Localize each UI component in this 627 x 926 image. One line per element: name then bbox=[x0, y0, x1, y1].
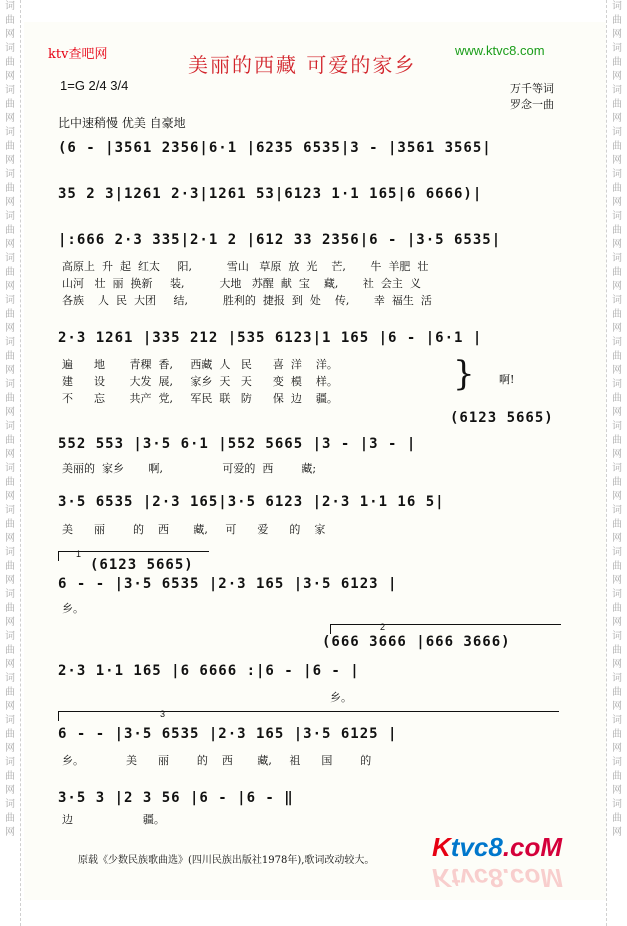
lyric-verse-3-a: 各族 人 民 大团 结, 胜利的 捷报 到 处 传, 幸 福生 活 bbox=[62, 294, 432, 307]
score-line-5: 552 553 |3·5 6·1 |552 5665 |3 - |3 - | bbox=[58, 436, 417, 452]
lyric-chorus-5: 乡。 美 丽 的 西 藏, 祖 国 的 bbox=[62, 754, 372, 767]
score-line-8-top: (666 3666 |666 3666) bbox=[322, 634, 511, 650]
ending-number-2: 2 bbox=[380, 622, 386, 632]
source-note: 原载《少数民族歌曲选》(四川民族出版社1978年),歌词改动较大。 bbox=[78, 855, 375, 866]
verse-brace: } bbox=[453, 354, 475, 394]
lyric-chorus-2: 美 丽 的 西 藏, 可 爱 的 家 bbox=[62, 523, 326, 536]
ending-bracket-2 bbox=[330, 624, 561, 634]
score-line-8: 2·3 1·1 165 |6 6666 :|6 - |6 - | bbox=[58, 663, 360, 679]
lyricist-credit: 万千等词 bbox=[510, 82, 554, 95]
site-url[interactable]: www.ktvc8.com bbox=[455, 43, 545, 58]
score-line-5-top: (6123 5665) bbox=[450, 410, 554, 426]
score-line-3: |:666 2·3 335|2·1 2 |612 33 2356|6 - |3·5 6535| bbox=[58, 232, 502, 248]
tempo-marking: 比中速稍慢 优美 自豪地 bbox=[58, 116, 186, 130]
score-line-6: 3·5 6535 |2·3 165|3·5 6123 |2·3 1·1 16 5| bbox=[58, 494, 445, 510]
lyric-chorus-6: 边 疆。 bbox=[62, 813, 165, 826]
ktvc8-logo-reflection: Ktvc8.coM bbox=[432, 863, 563, 893]
brand-label[interactable]: ktv查吧网 bbox=[48, 47, 108, 62]
ktvc8-logo[interactable]: Ktvc8.coM bbox=[432, 832, 563, 862]
lyric-chorus-4: 乡。 bbox=[330, 691, 352, 704]
ending-bracket-3 bbox=[58, 711, 559, 721]
score-line-4: 2·3 1261 |335 212 |535 6123|1 165 |6 - |6·1 | bbox=[58, 330, 483, 346]
lyric-verse-2-b: 建 设 大发 展, 家乡 天 天 变 模 样。 bbox=[62, 375, 338, 388]
lyric-verse-3-b: 不 忘 共产 党, 军民 联 防 保 边 疆。 bbox=[62, 392, 338, 405]
lyric-verse-1-a: 高原上 升 起 红太 阳, 雪山 草原 放 光 芒, 牛 羊肥 壮 bbox=[62, 260, 429, 273]
ending-number-3: 3 bbox=[160, 709, 166, 719]
composer-credit: 罗念一曲 bbox=[510, 98, 554, 111]
score-line-7-top: (6123 5665) bbox=[90, 557, 194, 573]
ending-number-1: 1 bbox=[76, 549, 82, 559]
score-line-10: 3·5 3 |2 3 56 |6 - |6 - ‖ bbox=[58, 790, 294, 806]
watermark-left-column: 词 曲 网 词 曲 网 词 曲 网 词 曲 网 词 曲 网 词 曲 网 词 曲 网 词 曲 网 词 曲 网 词 曲 网 词 曲 网 词 曲 网 词 曲 网 词 曲 网 词 曲 网 词 曲 网 词 曲 网 词 曲 网 词 曲 网 词 曲 网 bbox=[0, 0, 21, 926]
song-title: 美丽的西藏 可爱的家乡 bbox=[188, 53, 417, 77]
lyric-chorus-1: 美丽的 家乡 啊, 可爱的 西 藏; bbox=[62, 462, 317, 475]
lyric-chorus-3: 乡。 bbox=[62, 602, 84, 615]
score-line-1: (6 - |3561 2356|6·1 |6235 6535|3 - |3561 3565| bbox=[58, 140, 492, 156]
lyric-ah: 啊! bbox=[499, 373, 515, 386]
watermark-right-column: 词 曲 网 词 曲 网 词 曲 网 词 曲 网 词 曲 网 词 曲 网 词 曲 网 词 曲 网 词 曲 网 词 曲 网 词 曲 网 词 曲 网 词 曲 网 词 曲 网 词 曲 网 词 曲 网 词 曲 网 词 曲 网 词 曲 网 词 曲 网 bbox=[606, 0, 627, 926]
score-line-7: 6 - - |3·5 6535 |2·3 165 |3·5 6123 | bbox=[58, 576, 398, 592]
score-line-2: 35 2 3|1261 2·3|1261 53|6123 1·1 165|6 6666)| bbox=[58, 186, 483, 202]
score-line-9: 6 - - |3·5 6535 |2·3 165 |3·5 6125 | bbox=[58, 726, 398, 742]
lyric-verse-1-b: 遍 地 青稞 香, 西藏 人 民 喜 洋 洋。 bbox=[62, 358, 338, 371]
lyric-verse-2-a: 山河 壮 丽 换新 装, 大地 苏醒 献 宝 藏, 社 会主 义 bbox=[62, 277, 421, 290]
key-signature: 1=G 2/4 3/4 bbox=[60, 78, 129, 93]
